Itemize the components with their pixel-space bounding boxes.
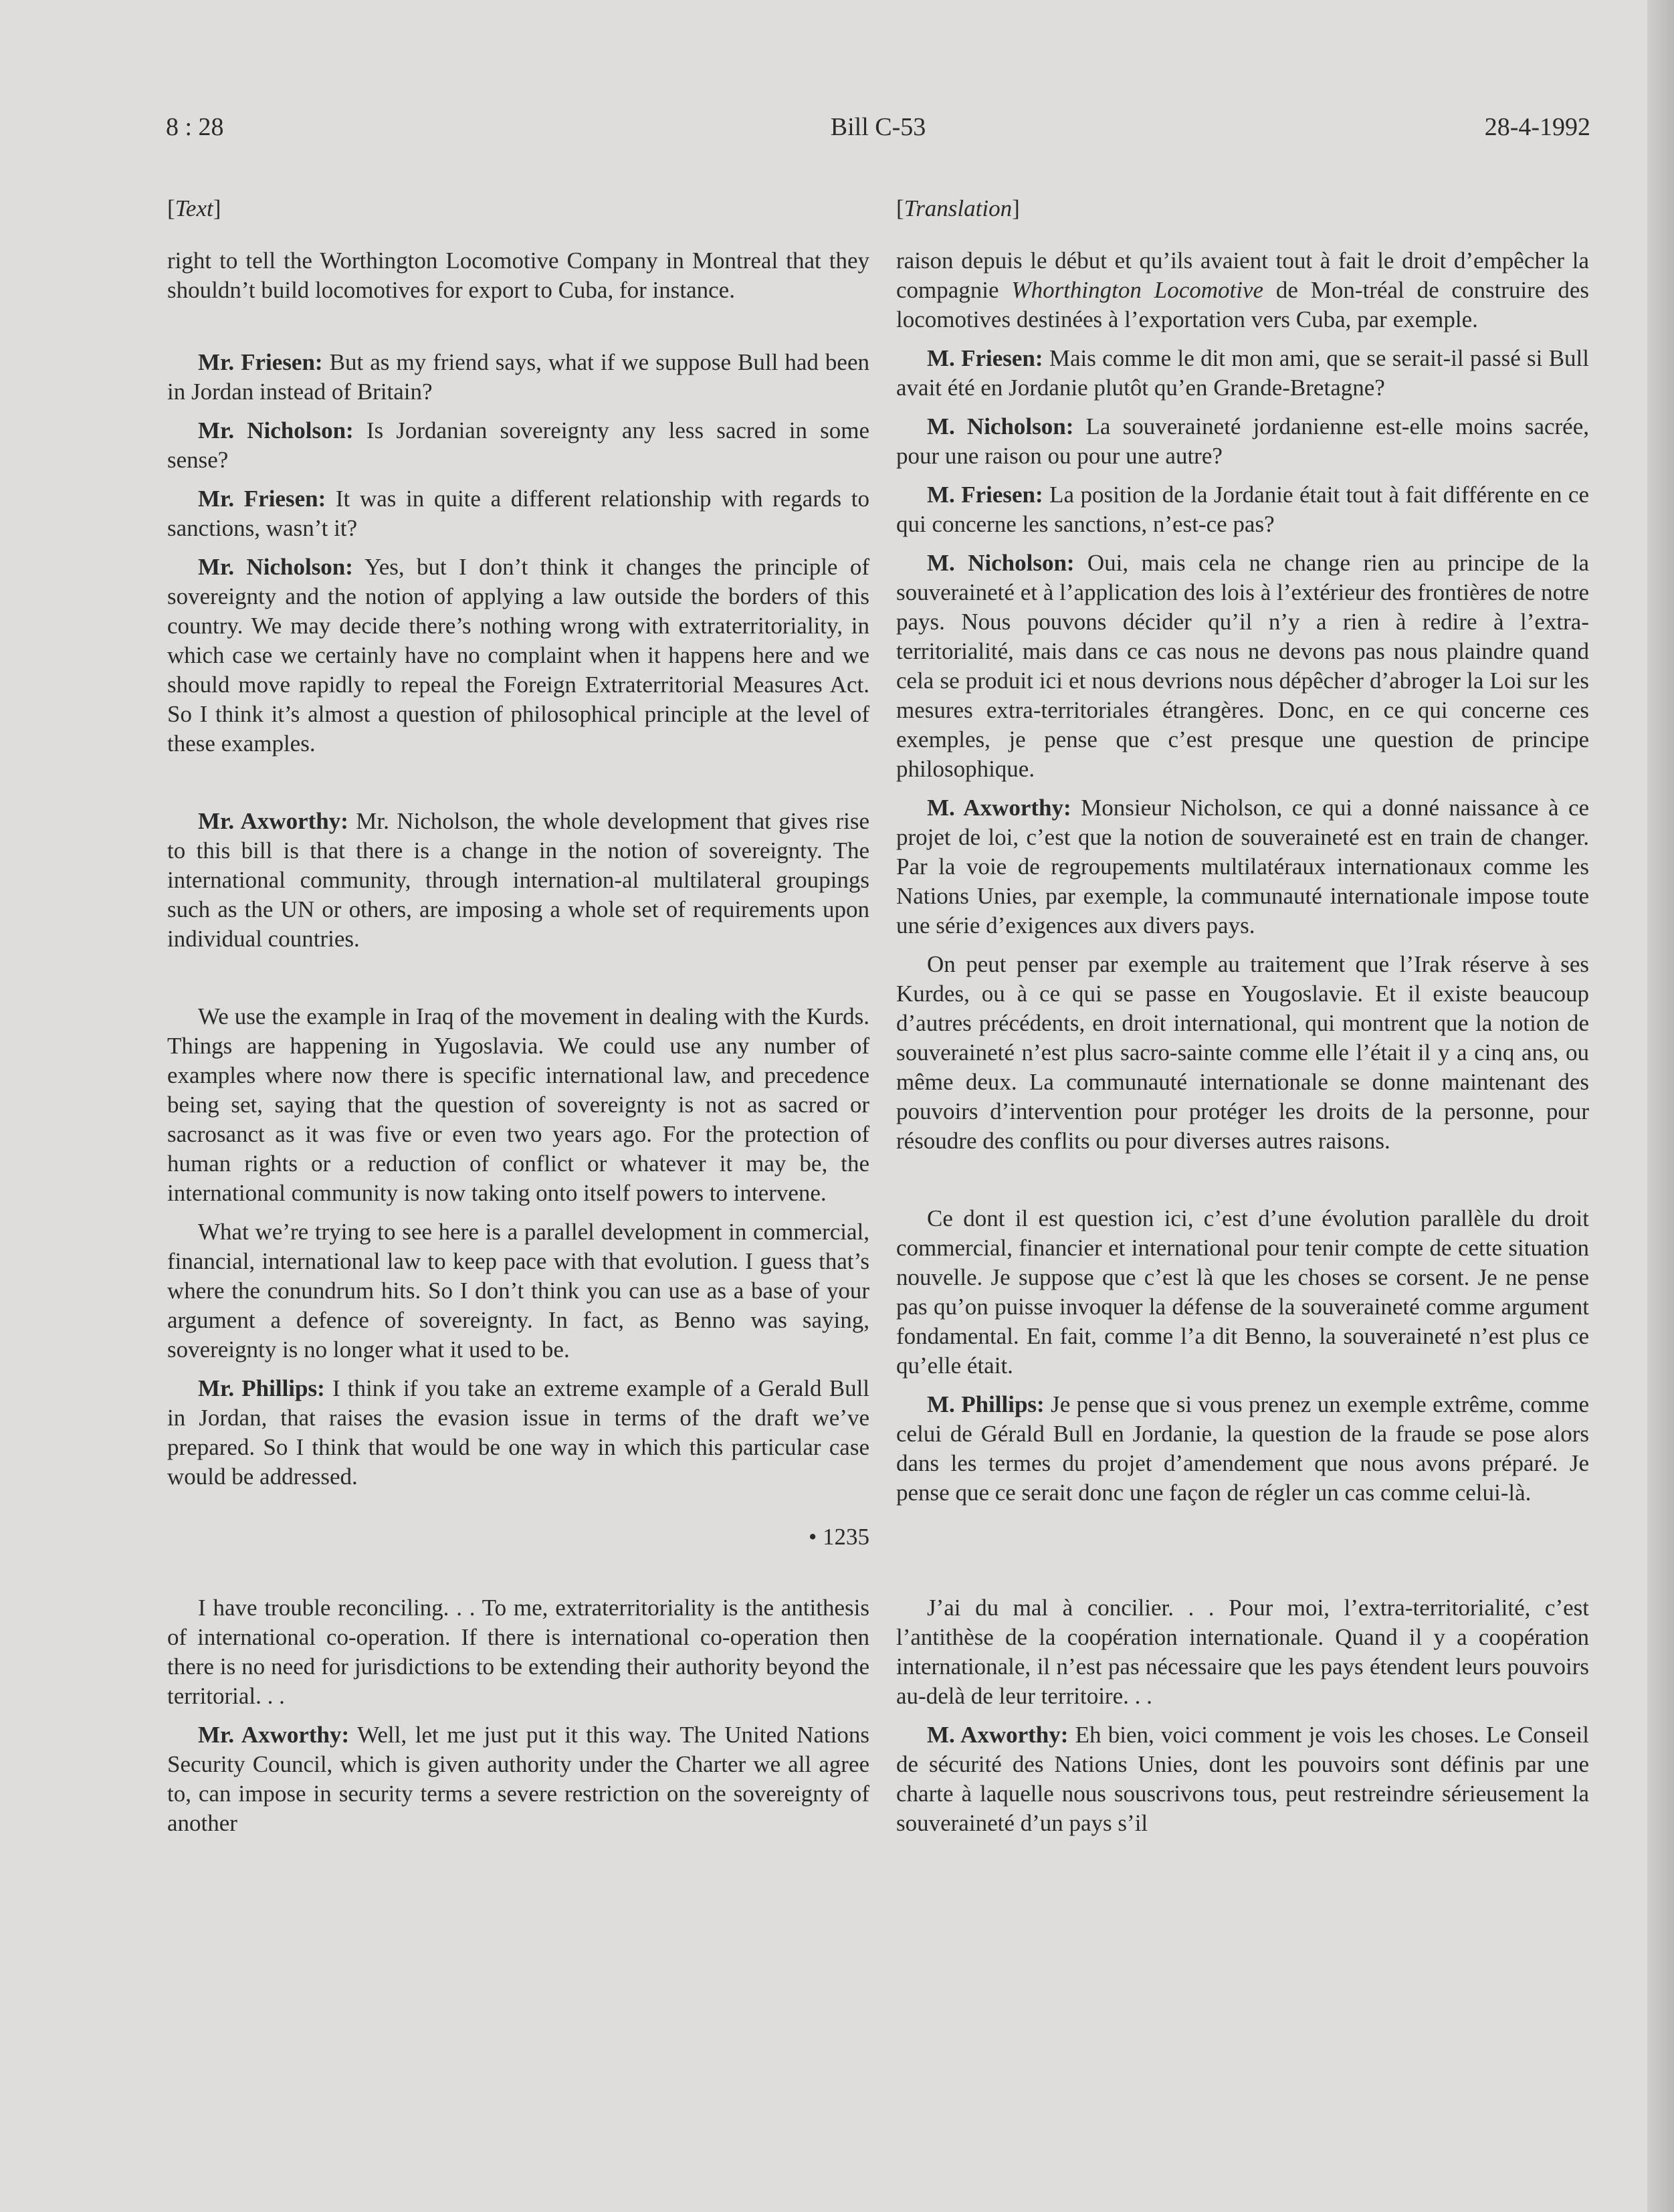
paragraph: Mr. Friesen: It was in quite a different relationship with regards to sanctions, wasn’t it? bbox=[167, 486, 870, 541]
speaker-name: M. Axworthy: bbox=[927, 795, 1071, 821]
paragraph: raison depuis le début et qu’ils avaient tout à fait le droit d’empêcher la compagnie Whorthington Locomotive de Mon-tréal de construire des locomotives destinées à l’exportation vers Cuba, par exemple. bbox=[896, 247, 1589, 332]
speaker-name: M. Phillips: bbox=[927, 1391, 1045, 1417]
paragraph: M. Nicholson: Oui, mais cela ne change rien au principe de la souveraineté et à l’application des lois à l’extérieur des frontières de notre pays. Nous pouvons décider qu’il n’y a rien à redire à l’extra-territorialité, mais dans ce cas nous ne devons pas nous plaindre quand cela se produit ici et nous devrions nous dépêcher d’abroger la Loi sur les mesures extra-territoriales étrangères. Donc, en ce qui concerne ces exemples, je pense que c’est presque une question de principe philosophique. bbox=[896, 550, 1590, 782]
paragraph: What we’re trying to see here is a parallel development in commercial, financial, international law to keep pace with that evolution. I guess that’s where the conundrum hits. So I don’t think you can use as a base of your argument a defence of sovereignty. In fact, as Benno was saying, sovereignty is no longer what it used to be. bbox=[167, 1219, 869, 1363]
company-name: Whorthington Locomotive bbox=[1011, 277, 1264, 303]
speaker-name: Mr. Axworthy: bbox=[198, 1722, 350, 1748]
page-header bbox=[166, 112, 1590, 153]
paragraph: We use the example in Iraq of the movement in dealing with the Kurds. Things are happening in Yugoslavia. We could use any number of examples where now there is specific international law, and precedence being set, saying that the question of sovereignty is not as sacred or sacrosanct as it was five or even two years ago. For the protection of human rights or a reduction of conflict or whatever it may be, the international community is now taking onto itself powers to intervene. bbox=[167, 1003, 869, 1206]
speaker-name: Mr. Phillips: bbox=[198, 1375, 325, 1401]
paragraph: Ce dont il est question ici, c’est d’une évolution parallèle du droit commercial, financier et international pour tenir compte de cette situation nouvelle. Je suppose que c’est là que les choses se corsent. Je ne pense pas qu’on puisse invoquer la défense de la souveraineté comme argument fondamental. En fait, comme l’a dit Benno, la souveraineté n’est plus ce qu’elle était. bbox=[896, 1205, 1589, 1379]
page-reference: 8 : 28 bbox=[166, 113, 224, 141]
time-marker: • 1235 bbox=[808, 1524, 869, 1550]
column-label-text: [ Text ] bbox=[167, 194, 869, 223]
speaker-name: Mr. Nicholson: bbox=[198, 417, 354, 443]
paragraph: M. Friesen: La position de la Jordanie était tout à fait différente en ce qui concerne les sanctions, n’est-ce pas? bbox=[896, 482, 1589, 537]
speaker-name: Mr. Friesen: bbox=[198, 349, 323, 375]
column-label-translation: [ Translation ] bbox=[896, 194, 1589, 223]
paragraph: M. Nicholson: La souveraineté jordanienne est-elle moins sacrée, pour une raison ou pour une autre? bbox=[896, 413, 1589, 469]
paragraph: Mr. Phillips: I think if you take an extreme example of a Gerald Bull in Jordan, that raises the evasion issue in terms of the draft we’ve prepared. So I think that would be one way in which this particular case would be addressed. bbox=[167, 1375, 870, 1490]
paragraph: J’ai du mal à concilier. . . Pour moi, l’extra-territorialité, c’est l’antithèse de la coopération internationale. Quand il y a coopération internationale, il n’est pas nécessaire que les pays étendent leurs pouvoirs au-delà de leur territoire. . . bbox=[896, 1595, 1589, 1709]
paragraph: M. Axworthy: Monsieur Nicholson, ce qui a donné naissance à ce projet de loi, c’est que la notion de souveraineté est en train de changer. Par la voie de regroupements multilatéraux internationaux comme les Nations Unies, par exemple, la communauté internationale impose toute une série d’exigences aux divers pays. bbox=[896, 795, 1590, 938]
speaker-name: M. Axworthy: bbox=[927, 1722, 1069, 1748]
speaker-name: Mr. Axworthy: bbox=[198, 808, 348, 834]
header-date: 28-4-1992 bbox=[1484, 113, 1590, 141]
paragraph: I have trouble reconciling. . . To me, extraterritoriality is the antithesis of international co-operation. If there is international co-operation then there is no need for jurisdictions to be extending their authority beyond the territorial. . . bbox=[167, 1595, 869, 1709]
paragraph: On peut penser par exemple au traitement que l’Irak réserve à ses Kurdes, ou à ce qui se passe en Yougoslavie. Et il existe beaucoup d’autres précédents, en droit international, qui montrent que la notion de souveraineté n’est plus sacro-sainte comme elle l’était il y a cinq ans, ou même deux. La communauté internationale se donne maintenant des pouvoirs d’intervention pour protéger les droits de la personne, pour résoudre des conflits ou pour diverses autres raisons. bbox=[896, 951, 1589, 1154]
speaker-name: M. Nicholson: bbox=[927, 413, 1074, 439]
speaker-name: Mr. Nicholson: bbox=[198, 554, 353, 580]
paragraph: M. Axworthy: Eh bien, voici comment je vois les choses. Le Conseil de sécurité des Nations Unies, dont les pouvoirs sont définis par une charte à laquelle nous souscrivons tous, peut restreindre sérieusement la souveraineté d’un pays s’il bbox=[896, 1722, 1590, 1836]
paragraph: Mr. Nicholson: Yes, but I don’t think it changes the principle of sovereignty and the notion of applying a law outside the borders of this country. We may decide there’s nothing wrong with extraterritoriality, in which case we certainly have no complaint when it happens here and we should move rapidly to repeal the Foreign Extraterritorial Measures Act. So I think it’s almost a question of philosophical principle at the level of these examples. bbox=[167, 554, 869, 757]
french-column bbox=[896, 194, 1589, 1847]
paragraph: Mr. Axworthy: Well, let me just put it this way. The United Nations Security Council, which is given authority under the Charter we all agree to, can impose in security terms a severe restriction on the sovereignty of another bbox=[167, 1722, 869, 1836]
speaker-name: M. Friesen: bbox=[927, 482, 1043, 508]
paragraph: Mr. Nicholson: Is Jordanian sovereignty any less sacred in some sense? bbox=[167, 417, 869, 473]
speaker-name: M. Friesen: bbox=[927, 345, 1043, 371]
english-column bbox=[167, 194, 869, 1847]
paragraph: Mr. Friesen: But as my friend says, what if we suppose Bull had been in Jordan instead of Britain? bbox=[167, 349, 869, 405]
paragraph: right to tell the Worthington Locomotive Company in Montreal that they shouldn’t build locomotives for export to Cuba, for instance. bbox=[167, 247, 869, 303]
paragraph: Mr. Axworthy: Mr. Nicholson, the whole development that gives rise to this bill is that there is a change in the notion of sovereignty. The international community, through internation-al multilateral groupings such as the UN or others, are imposing a whole set of requirements upon individual countries. bbox=[167, 808, 869, 952]
bill-title: Bill C-53 bbox=[830, 113, 926, 141]
paragraph: M. Phillips: Je pense que si vous prenez un exemple extrême, comme celui de Gérald Bull en Jordanie, la question de la fraude se pose alors dans les termes du projet d’amendement que nous avons préparé. Je pense que ce serait donc une façon de régler un cas comme celui-là. bbox=[896, 1391, 1589, 1506]
speaker-name: Mr. Friesen: bbox=[198, 486, 326, 512]
speaker-name: M. Nicholson: bbox=[927, 550, 1075, 576]
paragraph: M. Friesen: Mais comme le dit mon ami, que se serait-il passé si Bull avait été en Jordanie plutôt qu’en Grande-Bretagne? bbox=[896, 345, 1590, 401]
page-edge bbox=[1647, 0, 1674, 2212]
